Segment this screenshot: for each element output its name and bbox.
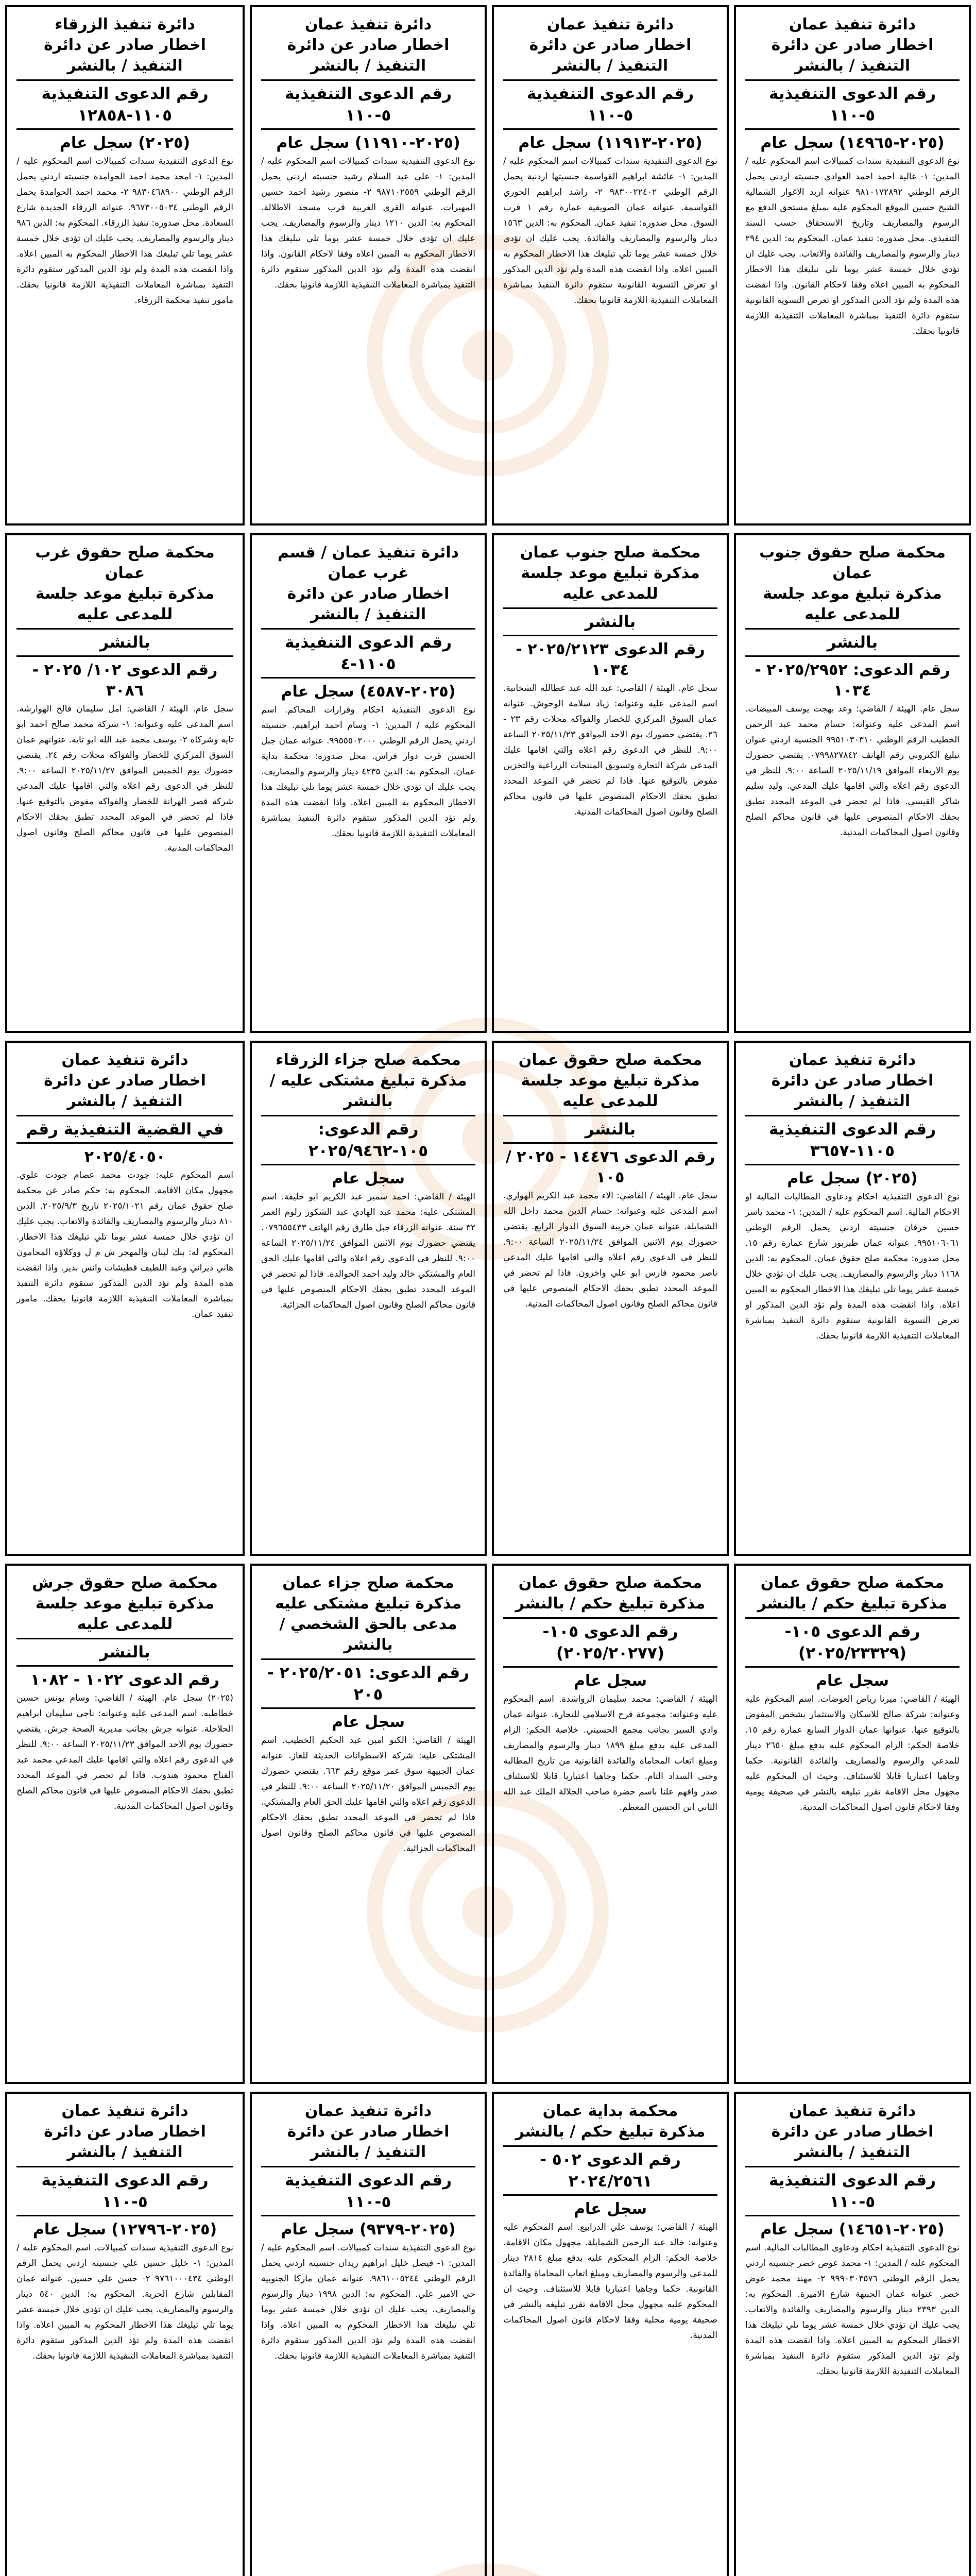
court-name: دائرة تنفيذ الزرقاء bbox=[55, 15, 195, 33]
notice-body: الهيئة / القاضي: احمد سمير عبد الكريم ابو خليفة. اسم المشتكى عليه: محمد عبد الهادي عبد الشكور زلوم العمر ٣٢ سنة. عنوانه الزرقاء جبل طارق رقم الهاتف ٠٧٩٦٥٥٤٣٣. يقتضي حضورك يوم الاثنين الموافق ٢٠٢٥/١١/٢٤ الساعة ٩:٠٠. للنظر في الدعوى رقم اعلاه والتي اقامها عليك الحق العام والمشتكي خالد وليد احمد الخوالدة. فاذا لم تحضر في الموعد المحدد تطبق بحقك الاحكام المنصوص عليها في قانون محاكم الصلح وقانون اصول المحاكمات الجزائية. bbox=[261, 1192, 476, 1310]
case-record: سجل عام bbox=[331, 1713, 405, 1731]
case-record: رقم الدعوى ٢٠٢٥/٢١٢٣ - ١٠٣٤ bbox=[516, 640, 705, 679]
court-name: محكمة بداية عمان bbox=[542, 2102, 678, 2120]
notice-card bbox=[492, 2092, 729, 2576]
case-number: رقم الدعوى ١٠٥-(٢٠٢٥/٢٠٢٧٧) bbox=[503, 1617, 717, 1668]
case-number: بالنشر bbox=[16, 628, 233, 657]
notice-type: اخطار صادر عن دائرة التنفيذ / بالنشر bbox=[287, 2123, 450, 2161]
notice-body: نوع الدعوى التنفيذية احكام وقرارات المحاكم. اسم المحكوم عليه / المدين: ١- وسام احمد ابراهيم. جنسيته اردني يحمل الرقم الوطني ٩٩٥٥٥٠٢٠٠٠. عنوانه عمان جبل الحسين قرب دوار فراس. محل صدوره: محكمة بداية عمان. المحكوم به: الدين ٤٢٣٥ دينار والرسوم والمصاريف. يجب عليك ان تؤدي خلال خمسة عشر يوما تلي تبليغك هذا الاخطار المحكوم به المبين اعلاه. واذا انقضت هذه المدة ولم تؤد الدين المذكور ستقوم دائرة التنفيذ بمباشرة المعاملات التنفيذية اللازمة قانونيا بحقك. bbox=[261, 705, 475, 839]
notice-type: اخطار صادر عن دائرة التنفيذ / بالنشر bbox=[771, 36, 934, 75]
case-number: رقم الدعوى التنفيذية ١١٠٥-٤ bbox=[261, 628, 475, 679]
notice-type: اخطار صادر عن دائرة التنفيذ / بالنشر bbox=[44, 36, 206, 75]
notice-type: مذكرة تبليغ موعد جلسة للمدعى عليه bbox=[763, 585, 942, 623]
court-name: دائرة تنفيذ عمان bbox=[61, 2102, 189, 2120]
notice-card bbox=[734, 533, 971, 1033]
case-number: رقم الدعوى التنفيذية ١١٠٥-١٢٨٥٨ bbox=[16, 79, 233, 130]
notice-card bbox=[734, 5, 971, 526]
court-name: محكمة صلح جنوب عمان bbox=[520, 544, 701, 562]
case-number: رقم الدعوى التنفيذية ٥-١١٠ bbox=[16, 2166, 233, 2216]
case-number: رقم الدعوى ٥٠٢ - ٢٠٢٤/٢٥٦١ bbox=[503, 2145, 717, 2196]
notice-body: سجل عام. الهيئة / القاضي: عبد الله عبد عطالله الشخانبة. اسم المدعى عليه وعنوانه: زياد سلامة الوحوش. عنوانه عمان السوق المركزي للخضار والفواكه محلات رقم ٢٣ - ٢٦. يقتضي حضورك يوم الاحد الموافق ٢٠٢٥/١١/٢٣ الساعة ٩:٠٠. للنظر في الدعوى رقم اعلاه والتي اقامها عليك المدعي شركة التجارة وتسويق المنتجات الزراعية والتخزين مفوض بالتوقيع عنها. فاذا لم تحضر في الموعد المحدد تطبق بحقك الاحكام المنصوص عليها في قانون محاكم الصلح وقانون اصول المحاكمات المدنية. bbox=[503, 683, 718, 817]
case-record: ٢٠٢٥/٤٠٥٠ bbox=[84, 1148, 166, 1166]
notice-card bbox=[250, 5, 487, 526]
notice-card bbox=[5, 1041, 245, 1556]
case-record: سجل عام bbox=[573, 1672, 647, 1690]
case-record: (٢٠٢٥-٤٥٨٧) سجل عام bbox=[281, 683, 456, 701]
notice-body: الهيئة / القاضي: يوسف علي الدرابيع. اسم المحكوم عليه وعنوانه: خالد عبد الرحمن الشمايلة. مجهول مكان الاقامة. خلاصة الحكم: الزام المحكوم عليه بدفع مبلغ ٢٨١٤ دينار للمدعي والرسوم والمصاريف ومبلغ اتعاب المحاماة والفائدة القانونية. حكما وجاهيا اعتباريا قابلا للاستئناف. وحيث ان المحكوم عليه مجهول محل الاقامة تقرر تبليغه بالنشر في صحيفة يومية محلية وفقا لاحكام قانون اصول المحاكمات المدنية. bbox=[503, 2222, 717, 2341]
court-name: دائرة تنفيذ عمان bbox=[789, 2102, 916, 2120]
case-record: رقم الدعوى ١٠٢/ ٢٠٢٥ - ٣٠٨٦ bbox=[32, 661, 218, 700]
case-number: رقم الدعوى التنفيذية ٥-١١٠ bbox=[261, 2166, 475, 2216]
court-name: دائرة تنفيذ عمان bbox=[304, 15, 432, 33]
notice-type: اخطار صادر عن دائرة التنفيذ / بالنشر bbox=[529, 36, 692, 75]
notice-type: مذكرة تبليغ موعد جلسة للمدعى عليه bbox=[35, 585, 215, 623]
case-number: رقم الدعوى ١٠٥-(٢٠٢٥/٢٣٣٢٩) bbox=[745, 1617, 960, 1668]
court-name: محكمة صلح حقوق عمان bbox=[518, 1574, 703, 1592]
notice-type: اخطار صادر عن دائرة التنفيذ / بالنشر bbox=[44, 1072, 206, 1110]
notice-type: اخطار صادر عن دائرة التنفيذ / بالنشر bbox=[771, 1072, 934, 1110]
case-record: رقم الدعوى: ٢٠٢٥/٢٩٥٢ - ١٠٣٤ bbox=[755, 661, 950, 700]
notice-body: نوع الدعوى التنفيذية سندات كمبيالات اسم المحكوم عليه / المدين: ١- عائشة ابراهيم القواسمة جنسيتها اردنية يحمل الرقم الوطني ٩٨٣٠٠٢٢٤٠٢ ٢- راشد ابراهيم الحوري القواسمة. عنوانه عمان الصويفية عمارة رقم ١ قرب السوق. محل صدوره: تنفيذ عمان. المحكوم به: الدين ١٥٦٣ دينار والرسوم والمصاريف والفائدة. يجب عليك ان تؤدي خلال خمسة عشر يوما تلي تبليغك هذا الاخطار المحكوم به المبين اعلاه. واذا انقضت هذه المدة ولم تؤد الدين المذكور او تعرض التسوية القانونية ستقوم دائرة التنفيذ بمباشرة المعاملات التنفيذية اللازمة قانونيا بحقك. bbox=[503, 156, 718, 306]
notice-card bbox=[5, 1564, 245, 2084]
court-name: محكمة صلح جزاء عمان bbox=[282, 1574, 454, 1592]
notice-type: مذكرة تبليغ مشتكى عليه / بالنشر bbox=[269, 1072, 467, 1110]
notice-type: مذكرة تبليغ حكم / بالنشر bbox=[757, 1595, 948, 1613]
case-record: (٢٠٢٥-١٤٩٦٥) سجل عام bbox=[760, 134, 945, 152]
notice-card bbox=[492, 1564, 729, 2084]
case-record: سجل عام bbox=[573, 2200, 647, 2218]
case-record: (٢٠٢٥) سجل عام bbox=[59, 134, 191, 152]
notice-card bbox=[734, 1564, 971, 2084]
notice-card bbox=[734, 1041, 971, 1556]
notice-body: (٢٠٢٥) سجل عام. الهيئة / القاضي: وسام يونس حسين خطاطبه. اسم المدعى عليه وعنوانه: ناجي سليمان ابراهيم الحلاحلة. عنوانه جرش بجانب مديرية الصحة جرش. يقتضي حضورك يوم الاحد الموافق ٢٠٢٥/١١/٢٣ الساعة ٩:٠٠. للنظر في الدعوى رقم اعلاه والتي اقامها عليك المدعي محمد عبد الفتاح محمود هندوب. فاذا لم تحضر في الموعد المحدد تطبق بحقك الاحكام المنصوص عليها في قانون محاكم الصلح وقانون اصول المحاكمات المدنية. bbox=[16, 1693, 233, 1811]
notice-card bbox=[5, 5, 245, 526]
case-number: رقم الدعوى التنفيذية ٥-١١٠ bbox=[503, 79, 717, 130]
case-number: في القضية التنفيذية رقم bbox=[16, 1115, 233, 1144]
notice-type: مذكرة تبليغ حكم / بالنشر bbox=[515, 1595, 706, 1613]
case-record: (٢٠٢٥-١٢٧٩٦) سجل عام bbox=[32, 2221, 217, 2239]
court-name: محكمة صلح حقوق غرب عمان bbox=[35, 544, 215, 582]
court-name: محكمة صلح حقوق عمان bbox=[760, 1574, 945, 1592]
case-record: رقم الدعوى ١٤٤٧٦ - ٢٠٢٥ / ١٠٥ bbox=[505, 1148, 715, 1187]
court-name: دائرة تنفيذ عمان bbox=[61, 1051, 189, 1069]
notice-type: اخطار صادر عن دائرة التنفيذ / بالنشر bbox=[287, 36, 450, 75]
case-number: رقم الدعوى: ٢٠٢٥/٢٠٥١ - ٢٠٥ bbox=[261, 1658, 475, 1709]
case-number: رقم الدعوى التنفيذية ٥-١١٠ bbox=[745, 2166, 960, 2216]
court-name: دائرة تنفيذ عمان bbox=[304, 2102, 432, 2120]
court-name: دائرة تنفيذ عمان bbox=[789, 1051, 916, 1069]
notice-type: مذكرة تبليغ حكم / بالنشر bbox=[515, 2123, 706, 2141]
court-name: محكمة صلح حقوق جنوب عمان bbox=[759, 544, 946, 582]
notice-body: سجل عام. الهيئة / القاضي: امل سليمان فالح الهوارشه. اسم المدعى عليه وعنوانه: ١- شركة محمد صالح احمد ابو تايه وشركاه ٢- يوسف محمد عبد الله ابو تايه. عنوانهم عمان السوق المركزي للخضار والفواكه محلات رقم ٢٤. يقتضي حضورك يوم الخميس الموافق ٢٠٢٥/١١/٢٧ الساعة ٩:٠٠. للنظر في الدعوى رقم اعلاه والتي اقامها عليك المدعي شركة قصر الهرانة للخضار والفواكه مفوض بالتوقيع عنها. فاذا لم تحضر في الموعد المحدد تطبق بحقك الاحكام المنصوص عليها في قانون محاكم الصلح وقانون اصول المحاكمات المدنية. bbox=[16, 704, 233, 853]
notice-card bbox=[250, 533, 487, 1033]
notice-card bbox=[250, 1041, 487, 1556]
case-record: (٢٠٢٥-١١٩١٣) سجل عام bbox=[518, 134, 703, 152]
notice-card bbox=[492, 1041, 729, 1556]
case-record: سجل عام bbox=[331, 1170, 405, 1188]
case-record: رقم الدعوى ١٠٢٢ - ١٠٨٢ bbox=[30, 1671, 219, 1689]
notice-type: اخطار صادر عن دائرة التنفيذ / بالنشر bbox=[771, 2123, 934, 2161]
notice-card bbox=[250, 1564, 487, 2084]
case-number: رقم الدعوى: ١٠٥-٢٠٢٥/٩٤٦٢ bbox=[261, 1115, 475, 1165]
notice-body: الهيئة / القاضي: ميرنا رياض العوضات. اسم المحكوم عليه وعنوانه: شركة صالح للاسكان والاستثمار بشخص المفوض بالتوقيع عنها. عنوانها عمان الدوار السابع عمارة رقم ١٥. خلاصة الحكم: الزام المحكوم عليه بدفع مبلغ ٢٦٥٠ دينار للمدعي والرسوم والمصاريف والفائدة القانونية. حكما وجاهيا اعتباريا قابلا للاستئناف. وحيث ان المحكوم عليه مجهول محل الاقامة تقرر تبليغه بالنشر في صحيفة يومية وفقا لاحكام قانون اصول المحاكمات المدنية. bbox=[745, 1694, 960, 1812]
notice-card bbox=[250, 2092, 487, 2576]
case-record: (٢٠٢٥-١١٩١٠) سجل عام bbox=[276, 134, 460, 152]
notice-type: اخطار صادر عن دائرة التنفيذ / بالنشر bbox=[287, 585, 450, 623]
notice-body: نوع الدعوى التنفيذية سندات كمبيالات. اسم المحكوم عليه / المدين: ١- فيصل خليل ابراهيم زيدان جنسيته اردني يحمل الرقم الوطني ٩٨٦١٠٠٥٢٤٤. عنوانه عمان ماركا الجنوبية حي الامير علي. المحكوم به: الدين ١٩٩٨ دينار والرسوم والمصاريف. يجب عليك ان تؤدي خلال خمسة عشر يوما تلي تبليغك هذا الاخطار المحكوم به المبين اعلاه. واذا انقضت هذه المدة ولم تؤد الدين المذكور ستقوم دائرة التنفيذ بمباشرة المعاملات التنفيذية اللازمة قانونيا بحقك. bbox=[261, 2243, 476, 2361]
case-number: رقم الدعوى التنفيذية ١١٠٥-٣٦٥٧ bbox=[745, 1115, 960, 1165]
court-name: دائرة تنفيذ عمان / قسم غرب عمان bbox=[278, 544, 459, 582]
court-name: دائرة تنفيذ عمان bbox=[546, 15, 674, 33]
court-name: دائرة تنفيذ عمان bbox=[789, 15, 916, 33]
notice-body: نوع الدعوى التنفيذية سندات كمبيالات اسم المحكوم عليه / المدين: ١- غالية احمد احمد العوادي جنسيته اردني يحمل الرقم الوطني ٩٨١٠١٧٢٨٩٢ عنوانه اربد الاغوار الشمالية الشيخ حسين الموقع المحكوم عليه بمبلغ مستحق الدفع مع الرسوم والمصاريف وتاريخ الاستحقاق حسب السند التنفيذي. محل صدوره: تنفيذ عمان. المحكوم به: الدين ٢٩٤ دينار والرسوم والمصاريف والفائدة والاتعاب. يجب عليك ان تؤدي خلال خمسة عشر يوما تلي تبليغك هذا الاخطار المحكوم به المبين اعلاه وفقا لاحكام القانون. واذا انقضت هذه المدة ولم تؤد الدين المذكور او تعرض التسوية القانونية ستقوم دائرة التنفيذ بمباشرة المعاملات التنفيذية اللازمة قانونيا بحقك. bbox=[745, 156, 960, 336]
court-name: محكمة صلح حقوق عمان bbox=[518, 1051, 703, 1069]
case-number: بالنشر bbox=[16, 1638, 233, 1667]
case-number: رقم الدعوى التنفيذية ٥-١١٠ bbox=[745, 79, 960, 130]
notice-type: اخطار صادر عن دائرة التنفيذ / بالنشر bbox=[44, 2123, 206, 2161]
notice-body: نوع الدعوى التنفيذية سندات كمبيالات. اسم المحكوم عليه / المدين: ١- خليل حسين علي جنسيته اردني يحمل الرقم الوطني ٩٧٦١٠٠٠٤٣٤ ٢- حسن علي حسين. عنوانه عمان المقابلين شارع الحرية. المحكوم به: الدين ٥٤٠ دينار والرسوم والمصاريف. يجب عليك ان تؤدي خلال خمسة عشر يوما تلي تبليغك هذا الاخطار المحكوم به المبين اعلاه. واذا انقضت هذه المدة ولم تؤد الدين المذكور ستقوم دائرة التنفيذ بمباشرة المعاملات التنفيذية اللازمة قانونيا بحقك. bbox=[16, 2243, 234, 2361]
notice-card bbox=[492, 533, 729, 1033]
notice-type: مذكرة تبليغ موعد جلسة للمدعى عليه bbox=[521, 1072, 700, 1110]
notice-body: سجل عام. الهيئة / القاضي: وعد بهجت يوسف المبيضات. اسم المدعى عليه وعنوانه: حسام محمد عبد الرحمن الخطيب الرقم الوطني ٩٩٥١٠٣٠٣١٠ الجنسية اردني عنوان تبليغ الكتروني رقم الهاتف ٠٧٩٩٨٢٧٨٤٢. يقتضي حضورك يوم الاربعاء الموافق ٢٠٢٥/١١/١٩ الساعة ٩:٠٠. للنظر في الدعوى رقم اعلاه والتي اقامها عليك المدعي. وليد سليم شاكر القيسي. فاذا لم تحضر في الموعد المحدد تطبق بحقك الاحكام المنصوص عليها في قانون محاكم الصلح وقانون اصول المحاكمات المدنية. bbox=[745, 704, 960, 838]
notice-card bbox=[5, 2092, 245, 2576]
notice-type: مذكرة تبليغ موعد جلسة للمدعى عليه bbox=[521, 564, 700, 603]
case-record: (٢٠٢٥) سجل عام bbox=[787, 1170, 918, 1188]
notice-body: الهيئة / القاضي: الكنو امين عبد الحكيم الخطيب. اسم المشتكى عليه: شركة الاسطوانات الحديثة للغاز. عنوانه عمان الجبيهة سوق عمر موقع رقم ٦٦٣. يقتضي حضورك يوم الخميس الموافق ٢٠٢٥/١١/٢٠ الساعة ٩:٠٠. للنظر في الدعوى رقم اعلاه والتي اقامها عليك الحق العام والمشتكي. فاذا لم تحضر في الموعد المحدد تطبق بحقك الاحكام المنصوص عليها في قانون محاكم الصلح وقانون اصول المحاكمات الجزائية. bbox=[261, 1735, 475, 1854]
notice-body: اسم المحكوم عليه: جودت محمد عصام جودت علوي. مجهول مكان الاقامة. المحكوم به: حكم صادر عن محكمة صلح حقوق عمان رقم ٢٠٢٥/١٠٢١ تاريخ ٢٠٢٥/٩/٣. الدين ٨١٠ دينار والرسوم والمصاريف والفائدة والاتعاب. يجب عليك ان تؤدي خلال خمسة عشر يوما تلي تبليغك هذا الاخطار. المحكوم له: بنك لبنان والمهجر ش م ل ووكلاؤه المحامون هاني ديراني وعبد اللطيف قطيشات وانس بدير. واذا انقضت هذه المدة ولم تؤد الدين المذكور ستقوم دائرة التنفيذ بمباشرة المعاملات التنفيذية اللازمة قانونيا بحقك. مامور تنفيذ عمان. bbox=[16, 1170, 233, 1319]
case-number: بالنشر bbox=[503, 607, 717, 636]
court-name: محكمة صلح جزاء الزرقاء bbox=[276, 1051, 461, 1069]
notice-body: سجل عام. الهيئة / القاضي: الاء محمد عبد الكريم الهواري. اسم المدعى عليه وعنوانه: حسام الدين محمد داخل الله الشمايلة. عنوانه عمان خريبة السوق الدوار الرابع. يقتضي حضورك يوم الاثنين الموافق ٢٠٢٥/١١/٢٤ الساعة ٩:٠٠. للنظر في الدعوى رقم اعلاه والتي اقامها عليك المدعي ناصر محمود فارس ابو علي واخرون. فاذا لم تحضر في الموعد المحدد تطبق بحقك الاحكام المنصوص عليها في قانون محاكم الصلح وقانون اصول المحاكمات المدنية. bbox=[503, 1191, 717, 1309]
case-number: رقم الدعوى التنفيذية ٥-١١٠ bbox=[261, 79, 475, 130]
notice-body: نوع الدعوى التنفيذية سندات كمبيالات اسم المحكوم عليه / المدين: ١- علي عبد السلام رشيد جنسيته اردني يحمل الرقم الوطني ٩٨٧١٠٢٥٥٩ ٢- منصور رشيد احمد حسين المهيرات. عنوانه القرى الغربية قرب مسجد الاطلالة. المحكوم به: الدين ١٢١٠ دينار والرسوم والمصاريف. يجب عليك ان تؤدي خلال خمسة عشر يوما تلي تبليغك هذا الاخطار المحكوم به المبين اعلاه وفقا لاحكام القانون. واذا انقضت هذه المدة ولم تؤد الدين المذكور ستقوم دائرة التنفيذ بمباشرة المعاملات التنفيذية اللازمة قانونيا بحقك. bbox=[261, 156, 476, 290]
notice-body: نوع الدعوى التنفيذية احكام ودعاوى المطالبات المالية. اسم المحكوم عليه / المدين: ١- محمد عوض خضر جنسيته اردني يحمل الرقم الوطني ٩٩٩٠٣٠٣٥٧٦ ٢- مهند محمد عوض خضر. عنوانه عمان الجبيهة شارع الاميرة. المحكوم به: الدين ٢٣٩٣ دينار والرسوم والمصاريف والفائدة والاتعاب. يجب عليك ان تؤدي خلال خمسة عشر يوما تلي تبليغك هذا الاخطار المحكوم به المبين اعلاه. واذا انقضت هذه المدة ولم تؤد الدين المذكور ستقوم دائرة التنفيذ بمباشرة المعاملات التنفيذية اللازمة قانونيا بحقك. bbox=[745, 2243, 960, 2377]
notice-body: الهيئة / القاضي: محمد سليمان الرواشدة. اسم المحكوم عليه وعنوانه: مجموعة فرح الاسلامي للتجارة. عنوانه عمان وادي السير بجانب مجمع الحسيني. خلاصة الحكم: الزام المدعى عليه بدفع مبلغ ١٨٩٩ دينار والرسوم والمصاريف ومبلغ اتعاب المحاماة والفائدة القانونية من تاريخ المطالبة وحتى السداد التام. حكما وجاهيا اعتباريا قابلا للاستئناف صدر وافهم علنا باسم حضرة صاحب الجلالة الملك عبد الله الثاني ابن الحسين المعظم. bbox=[503, 1694, 718, 1812]
case-record: (٢٠٢٥-١٤٦٥١) سجل عام bbox=[760, 2221, 945, 2239]
notice-card bbox=[734, 2092, 971, 2576]
case-record: سجل عام bbox=[815, 1672, 889, 1690]
notice-type: مذكرة تبليغ موعد جلسة للمدعى عليه bbox=[35, 1595, 215, 1633]
case-record: (٢٠٢٥-٩٣٧٩) سجل عام bbox=[281, 2221, 456, 2239]
court-name: محكمة صلح حقوق جرش bbox=[32, 1574, 218, 1592]
notice-card bbox=[492, 5, 729, 526]
case-number: بالنشر bbox=[745, 628, 960, 657]
case-number: بالنشر bbox=[503, 1115, 717, 1144]
notice-body: نوع الدعوى التنفيذية احكام ودعاوى المطالبات المالية او الاحكام المالية. اسم المحكوم عليه / المدين: ١- محمد ياسر حسين خرفان جنسيته اردني يحمل الرقم الوطني ٩٩٥١٠٦٠٦١. عنوانه عمان طبربور شارع عمارة رقم ١٥. محل صدوره: محكمة صلح حقوق عمان. المحكوم به: الدين ١١٦٨ دينار والرسوم والمصاريف. يجب عليك ان تؤدي خلال خمسة عشر يوما تلي تبليغك هذا الاخطار المحكوم به المبين اعلاه. واذا انقضت هذه المدة ولم تؤد الدين المذكور او تعرض التسوية القانونية ستقوم دائرة التنفيذ بمباشرة المعاملات التنفيذية اللازمة قانونيا بحقك. bbox=[745, 1192, 960, 1341]
notice-type: مذكرة تبليغ مشتكى عليه مدعى بالحق الشخصي / بالنشر bbox=[275, 1595, 461, 1654]
notice-body: نوع الدعوى التنفيذية سندات كمبيالات اسم المحكوم عليه / المدين: ١- امجد محمد احمد الحوامدة جنسيته اردني يحمل الرقم الوطني ٩٨٣٠٤٦٨٩٠٠ ٢- محمد احمد الحوامدة يحمل الرقم الوطني ٩٦٧٣٠٠٥٠٣٤. عنوانه الزرقاء الجديدة شارع السعادة. محل صدوره: تنفيذ الزرقاء. المحكوم به: الدين ٩٨٦ دينار والرسوم والمصاريف. يجب عليك ان تؤدي خلال خمسة عشر يوما تلي تبليغك هذا الاخطار المحكوم به المبين اعلاه. واذا انقضت هذه المدة ولم تؤد الدين المذكور ستقوم دائرة التنفيذ بمباشرة المعاملات التنفيذية اللازمة قانونيا بحقك. مامور تنفيذ محكمة الزرقاء. bbox=[16, 156, 234, 306]
notice-card bbox=[5, 533, 245, 1033]
